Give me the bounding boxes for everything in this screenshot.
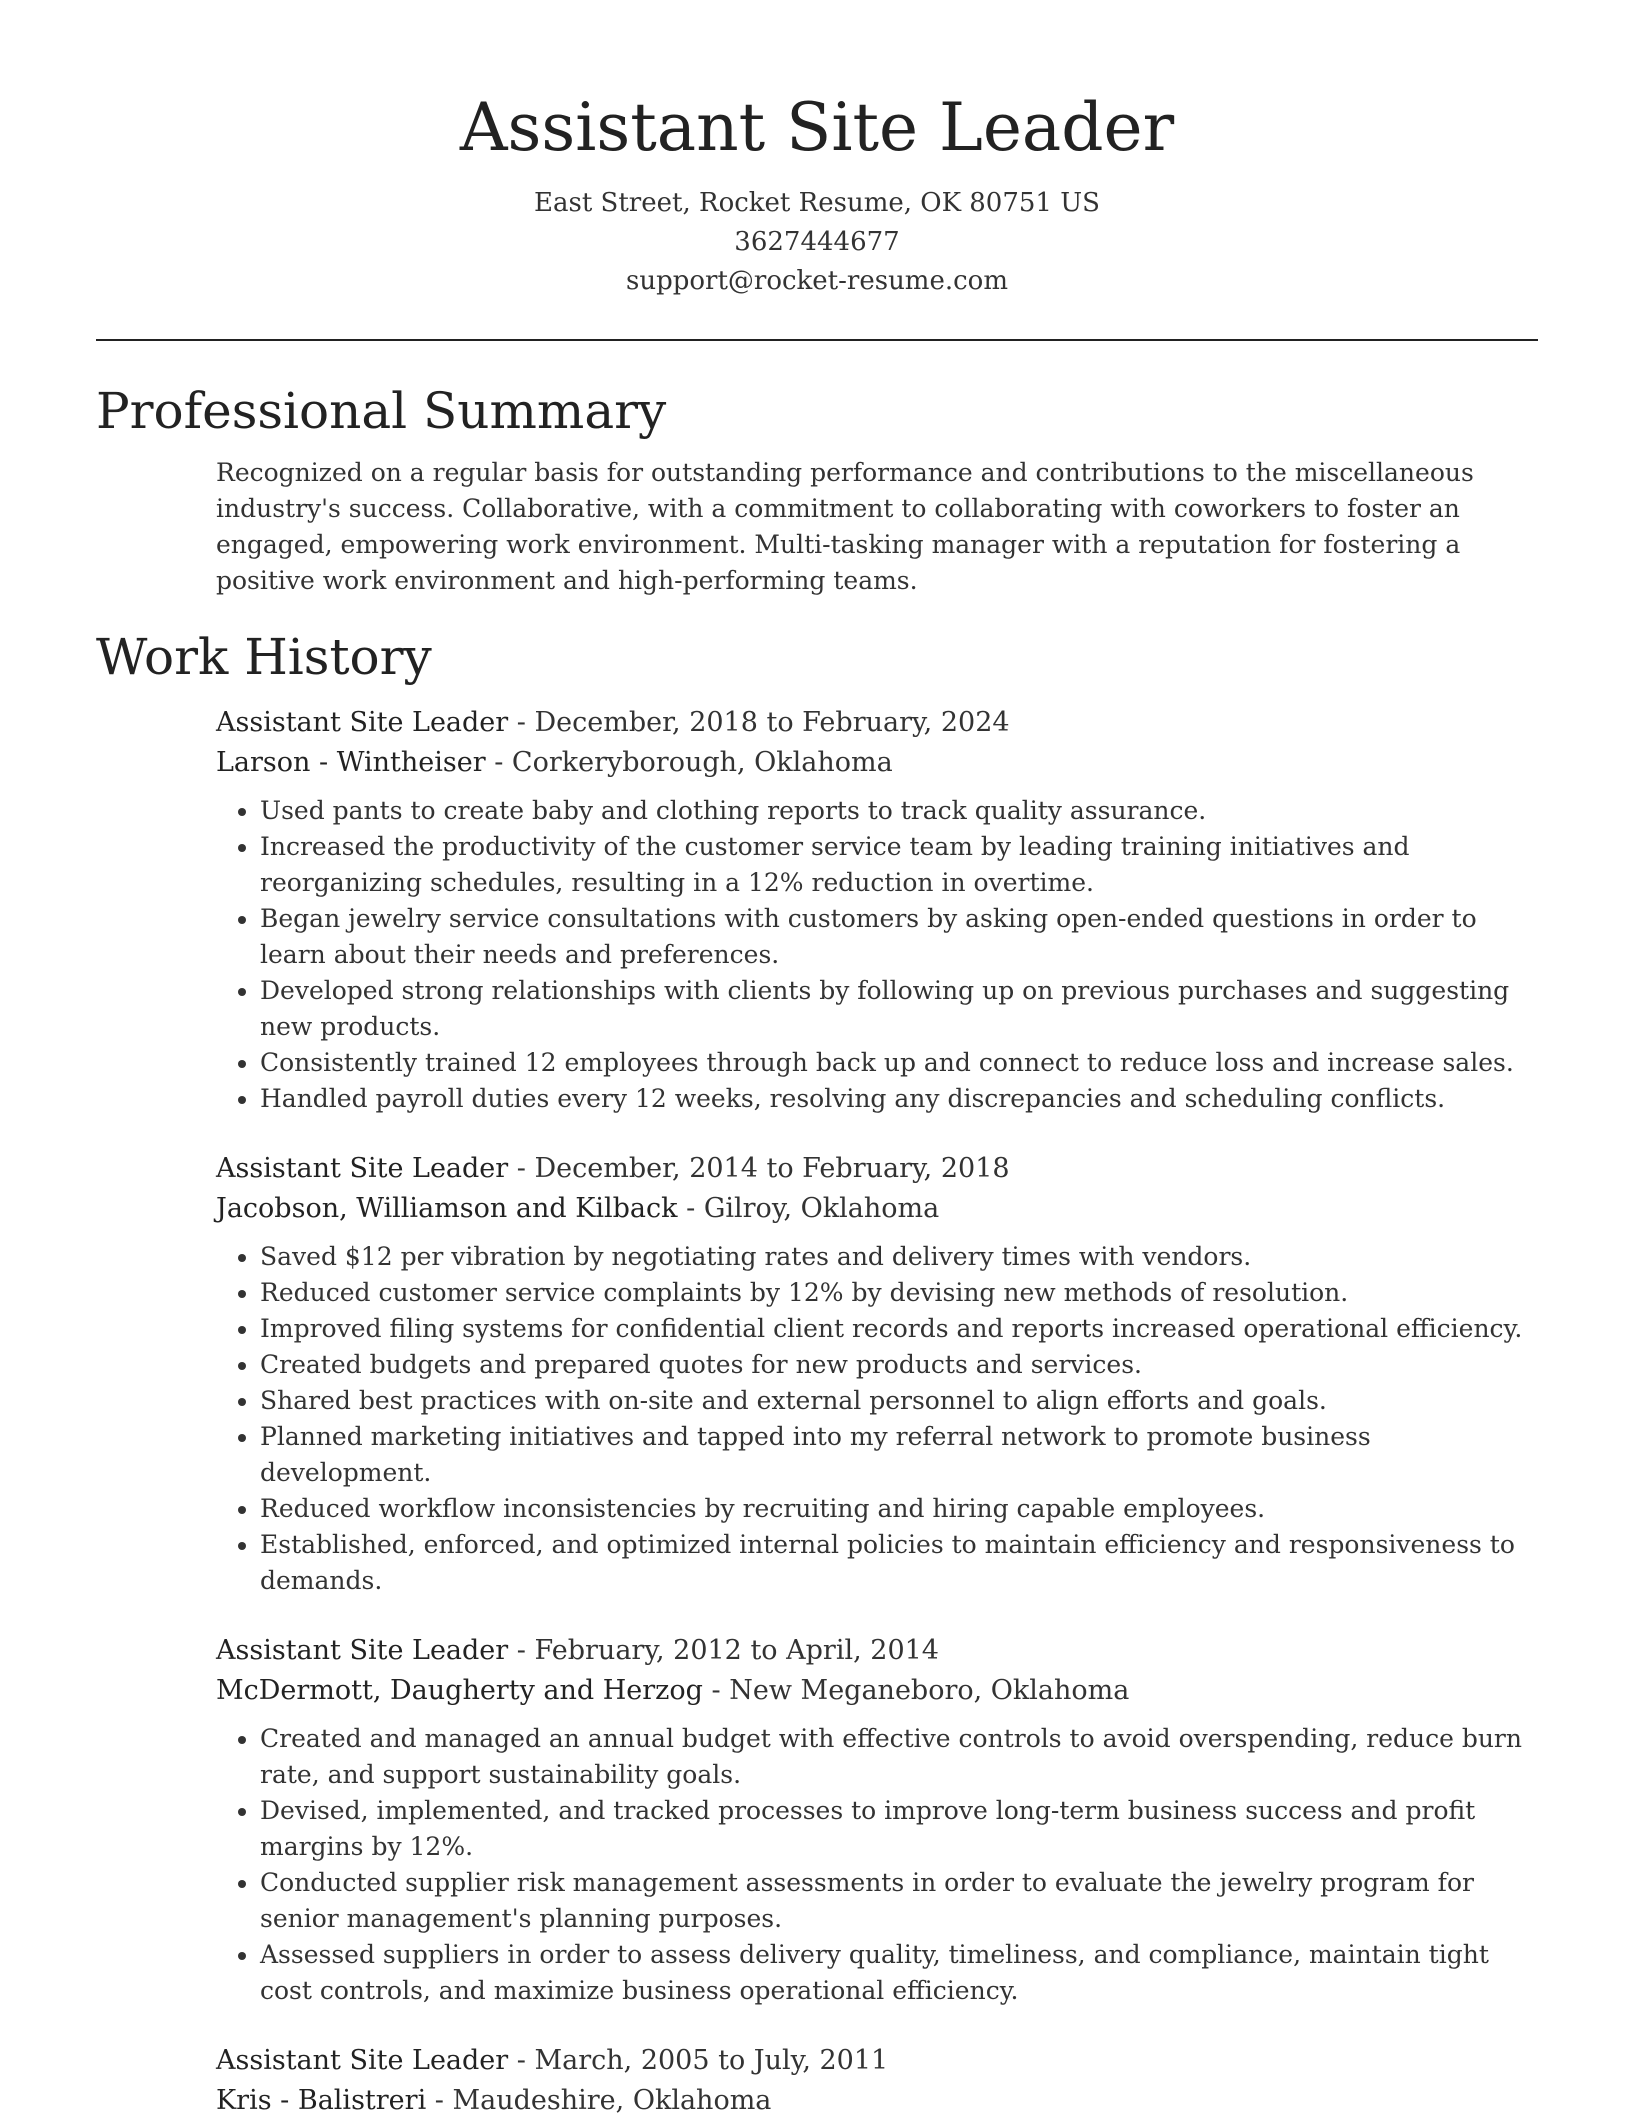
job-dates: March, 2005 to July, 2011 (534, 2045, 889, 2076)
job-bullet: • Conducted supplier risk management assessments in order to evaluate the jewelry program for senior management's planning purposes. (260, 1865, 1538, 1937)
job-title: Assistant Site Leader (216, 1635, 509, 1666)
job-bullet: • Planned marketing initiatives and tapped into my referral network to promote business development. (260, 1419, 1538, 1491)
contact-phone: 3627444677 (734, 227, 900, 257)
job-bullet: • Assessed suppliers in order to assess delivery quality, timeliness, and compliance, maintain tight cost controls, and maximize business operational efficiency. (260, 1937, 1538, 2009)
job-bullets (216, 1721, 1538, 2009)
job-location: Corkeryborough, Oklahoma (511, 747, 893, 778)
job-bullets (216, 793, 1538, 1117)
job-company-line: Jacobson, Williamson and Kilback - Gilroy, Oklahoma (216, 1193, 940, 1224)
job-company-line: Kris - Balistreri - Maudeshire, Oklahoma (216, 2085, 772, 2116)
job-bullet: • Reduced workflow inconsistencies by recruiting and hiring capable employees. (260, 1491, 1538, 1527)
job-bullet: • Began jewelry service consultations with customers by asking open-ended questions in order to learn about their needs and preferences. (260, 901, 1538, 973)
job-dates: February, 2012 to April, 2014 (534, 1635, 939, 1666)
work-history-heading: Work History (96, 628, 432, 686)
job-title: Assistant Site Leader (216, 707, 509, 738)
job-title-line: Assistant Site Leader - December, 2018 to February, 2024 (216, 707, 1010, 738)
job-location: Gilroy, Oklahoma (703, 1193, 940, 1224)
job-bullet: • Shared best practices with on-site and external personnel to align efforts and goals. (260, 1383, 1538, 1419)
job-entry (216, 1149, 1538, 1599)
job-bullet: • Improved filing systems for confidential client records and reports increased operational efficiency. (260, 1311, 1538, 1347)
job-location: Maudeshire, Oklahoma (452, 2085, 772, 2116)
job-entry (216, 2041, 1538, 2121)
summary-heading: Professional Summary (96, 382, 667, 440)
job-title-line: Assistant Site Leader - December, 2014 to February, 2018 (216, 1153, 1010, 1184)
job-bullet: • Consistently trained 12 employees through back up and connect to reduce loss and increase sales. (260, 1045, 1538, 1081)
resume-title: Assistant Site Leader (459, 89, 1175, 166)
job-dates: December, 2018 to February, 2024 (534, 707, 1010, 738)
job-title-line: Assistant Site Leader - February, 2012 to April, 2014 (216, 1635, 939, 1666)
job-company-line: McDermott, Daugherty and Herzog - New Meganeboro, Oklahoma (216, 1675, 1130, 1706)
job-dates: December, 2014 to February, 2018 (534, 1153, 1010, 1184)
contact-info (96, 184, 1538, 301)
job-company: Jacobson, Williamson and Kilback (216, 1193, 678, 1224)
job-company: Kris - Balistreri (216, 2085, 427, 2116)
job-title: Assistant Site Leader (216, 2045, 509, 2076)
job-company-line: Larson - Wintheiser - Corkeryborough, Oklahoma (216, 747, 893, 778)
job-bullet: • Devised, implemented, and tracked processes to improve long-term business success and profit margins by 12%. (260, 1793, 1538, 1865)
job-bullet: • Developed strong relationships with clients by following up on previous purchases and suggesting new products. (260, 973, 1538, 1045)
job-location: New Meganeboro, Oklahoma (729, 1675, 1130, 1706)
job-title: Assistant Site Leader (216, 1153, 509, 1184)
job-entry (216, 1631, 1538, 2009)
resume-page (96, 0, 1538, 2121)
summary-text: Recognized on a regular basis for outstanding performance and contributions to the miscellaneous industry's success. Collaborative, with a commitment to collaborating with coworkers to foster an engaged, empowering work environment. Multi-tasking manager with a reputation for fostering a positive work environment and high-performing teams. (216, 458, 1474, 595)
job-bullet: • Created and managed an annual budget with effective controls to avoid overspending, reduce burn rate, and support sustainability goals. (260, 1721, 1538, 1793)
job-title-line: Assistant Site Leader - March, 2005 to July, 2011 (216, 2045, 889, 2076)
contact-address: East Street, Rocket Resume, OK 80751 US (534, 188, 1100, 218)
job-bullet: • Established, enforced, and optimized internal policies to maintain efficiency and responsiveness to demands. (260, 1527, 1538, 1599)
job-bullet: • Created budgets and prepared quotes for new products and services. (260, 1347, 1538, 1383)
job-bullet: • Used pants to create baby and clothing reports to track quality assurance. (260, 793, 1538, 829)
job-bullet: • Increased the productivity of the customer service team by leading training initiatives and reorganizing schedules, resulting in a 12% reduction in overtime. (260, 829, 1538, 901)
contact-email[interactable]: support@rocket-resume.com (625, 266, 1008, 296)
job-company: Larson - Wintheiser (216, 747, 486, 778)
job-company: McDermott, Daugherty and Herzog (216, 1675, 703, 1706)
job-bullet: • Handled payroll duties every 12 weeks, resolving any discrepancies and scheduling conflicts. (260, 1081, 1538, 1117)
header-divider (96, 339, 1538, 341)
job-entry (216, 703, 1538, 1117)
job-bullet: • Reduced customer service complaints by 12% by devising new methods of resolution. (260, 1275, 1538, 1311)
job-bullets (216, 1239, 1538, 1599)
job-bullet: • Saved $12 per vibration by negotiating rates and delivery times with vendors. (260, 1239, 1538, 1275)
